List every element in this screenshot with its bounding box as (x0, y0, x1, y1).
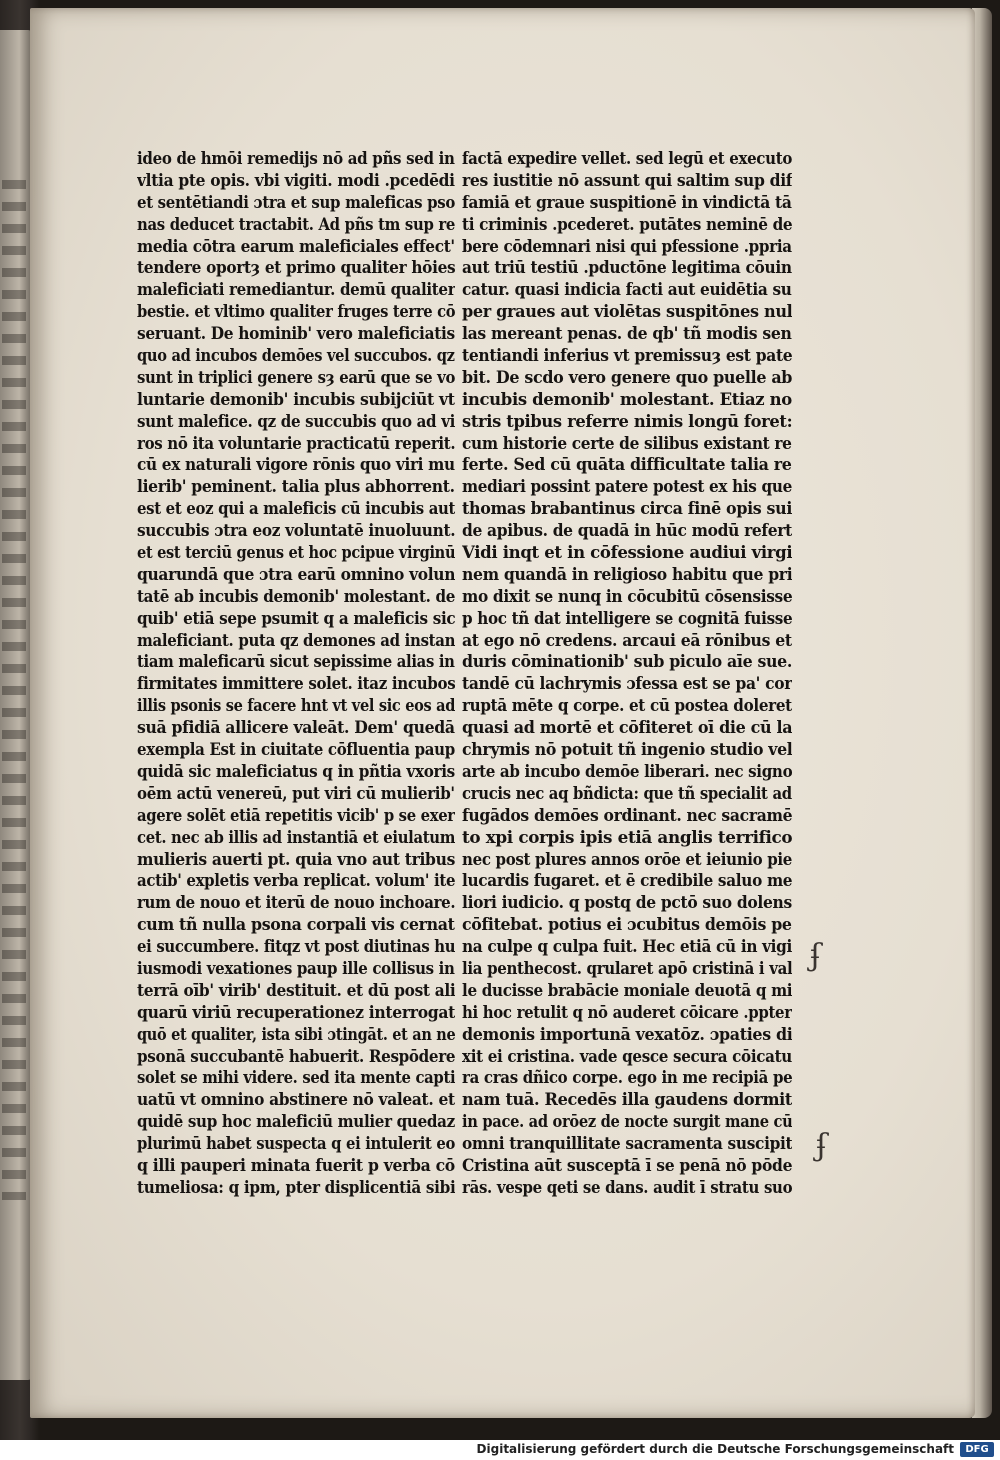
text-line: catur. quasi indicia facti aut euidētia su (462, 280, 792, 300)
text-line: vltia pte opis. vbi vigiti. modi .pcedēdi (137, 170, 455, 190)
text-line: ferte. Sed cū quāta difficultate talia re (462, 455, 792, 475)
text-line: mulieris auerti pt. quia vno aut tribus (137, 849, 455, 869)
text-line: quarundā que ɔtra earū omnino volun (137, 564, 455, 584)
text-line: psonā succubantē habuerit. Respōdere (137, 1046, 455, 1066)
text-line: nam tuā. Recedēs illa gaudens dormit (462, 1090, 792, 1110)
text-line: per graues aut violētas suspitōnes nul (462, 302, 792, 322)
text-line: omni tranquillitate sacramenta suscipit (462, 1134, 792, 1154)
text-line: rās. vespe qeti se dans. audit ī stratu suo (462, 1177, 792, 1197)
text-line: incubis demonib' molestant. Etiaz no (462, 389, 792, 409)
text-line: maleficiant. puta qz demones ad instan (137, 630, 455, 650)
text-line: quidā sic maleficiatus q in pñtia vxoris (137, 761, 455, 781)
text-line: res iustitie nō assunt qui saltim sup dif (462, 170, 792, 190)
text-line: arte ab incubo demōe liberari. nec signo (462, 761, 792, 781)
text-line: stris tpibus referre nimis longū foret: (462, 411, 792, 431)
text-line: bit. De scdo vero genere quo puelle ab (462, 367, 792, 387)
text-line: firmitates immittere solet. itaz incubos (137, 674, 455, 694)
text-line: famiā et graue suspitionē in vindictā tā (462, 192, 792, 212)
text-line: factā expedire vellet. sed legū et executo (462, 149, 792, 168)
text-line: quidē sup hoc maleficiū mulier quedaz (137, 1112, 455, 1132)
previous-page-edge (0, 30, 32, 1380)
left-text-column (137, 148, 500, 1199)
text-line: mediari possint patere potest ex his que (462, 477, 792, 497)
text-line: thomas brabantinus circa finē opis sui (462, 499, 792, 519)
footer-credit-text: Digitalisierung gefördert durch die Deutsche Forschungsgemeinschaft (476, 1442, 954, 1456)
text-line: q illi pauperi minata fuerit p verba cō (137, 1155, 455, 1175)
text-line: tentiandi inferius vt premissuȝ est pate (462, 346, 792, 366)
text-line: rum de nouo et iterū de nouo inchoare. (137, 893, 455, 913)
text-line: lucardis fugaret. et ē credibile saluo me (462, 871, 792, 891)
text-line: tandē cū lachrymis ɔfessa est se pa' cor (462, 674, 792, 694)
text-line: quib' etiā sepe psumit q a maleficis sic (137, 608, 455, 628)
text-line: lierib' peminent. talia plus abhorrent. (137, 477, 455, 497)
text-line: et sentētiandi ɔtra et sup maleficas pso (137, 192, 455, 212)
text-line: quasi ad mortē et cōfiteret oī die cū la (462, 718, 792, 738)
text-line: ros nō ita voluntarie practicatū reperit. (137, 433, 455, 453)
text-line: plurimū habet suspecta q ei intulerit eo (137, 1134, 455, 1154)
margin-mark-1: ʄ (810, 938, 822, 973)
text-line: Vidi inqt et in cōfessione audiui virgi (462, 543, 792, 563)
text-line: in pace. ad orōez de nocte surgit mane cū (462, 1112, 792, 1132)
text-line: hi hoc retulit q nō auderet cōicare .ppter (462, 1002, 792, 1022)
text-line: nem quandā in religioso habitu que pri (462, 564, 792, 584)
text-line: et est terciū genus et hoc pcipue virginū (137, 543, 455, 563)
text-line: quarū viriū recuperationez interrogat (137, 1002, 455, 1022)
text-line: na culpe q culpa fuit. Hec etiā cū in vigi (462, 937, 792, 957)
text-line: terrā oīb' virib' destituit. et dū post ali (137, 980, 455, 1000)
previous-page-text-ghost (2, 180, 26, 1200)
text-line: agere solēt etiā repetitis vicib' p se exer (137, 805, 455, 825)
text-line: ruptā mēte q corpe. et cū postea doleret (462, 696, 792, 716)
text-line: mo dixit se nunq in cōcubitū cōsensisse (462, 586, 792, 606)
text-line: to xpi corpis ipis etiā anglis terrifico (462, 827, 792, 847)
text-line: nec post plures annos orōe et ieiunio pie (462, 849, 792, 869)
text-line: lia penthecost. qrularet apō cristinā i val (462, 958, 792, 978)
text-line: p hoc tñ dat intelligere se cognitā fuisse (462, 608, 792, 628)
text-line: cet. nec ab illis ad instantiā et eiulatum (137, 827, 455, 847)
text-line: media cōtra earum maleficiales effect' (137, 236, 455, 256)
text-line: ideo de hmōi remedijs nō ad pñs sed in (137, 149, 455, 168)
text-line: solet se mihi videre. sed ita mente capti (137, 1068, 455, 1088)
text-line: cōfitebat. potius ei ɔcubitus demōis pe (462, 915, 792, 935)
text-line: nas deducet tractabit. Ad pñs tm sup re (137, 214, 455, 234)
text-line: oēm actū venereū, put viri cū mulierib' (137, 783, 455, 803)
text-line: suā pfidiā allicere valeāt. Dem' quedā (137, 718, 455, 738)
text-line: seruant. De hominib' vero maleficiatis (137, 324, 455, 344)
text-line: las mereant penas. de qb' tñ modis sen (462, 324, 792, 344)
text-line: iusmodi vexationes paup ille collisus in (137, 958, 455, 978)
text-line: ei succumbere. fitqz vt post diutinas hu (137, 937, 455, 957)
text-line: ti criminis .pcederet. putātes neminē de (462, 214, 792, 234)
text-line: tiam maleficarū sicut sepissime alias in (137, 652, 455, 672)
right-text-column (462, 148, 834, 1199)
text-line: illis psonis se facere hnt vt vel sic eos ad (137, 696, 455, 716)
text-line: quo ad incubos demōes vel succubos. qz (137, 346, 455, 366)
text-line: actib' expletis verba replicat. volum' ite (137, 871, 455, 891)
text-line: liori iudicio. q postq de pctō suo dolens (462, 893, 792, 913)
text-line: fugādos demōes ordinant. nec sacramē (462, 805, 792, 825)
text-line: succubis ɔtra eoz voluntatē inuoluunt. (137, 521, 455, 541)
margin-mark-2: ʄ (816, 1128, 828, 1163)
text-line: tatē ab incubis demonib' molestant. de (137, 586, 455, 606)
text-line: cū ex naturali vigore rōnis quo viri mu (137, 455, 455, 475)
text-line: sunt malefice. qz de succubis quo ad vi (137, 411, 455, 431)
text-line: quō et qualiter, ista sibi ɔtingāt. et an ne (137, 1024, 455, 1044)
manuscript-page (30, 8, 975, 1418)
text-line: luntarie demonib' incubis subijciūt vt (137, 389, 455, 409)
text-line: ra cras dñico corpe. ego in me recipiā pe (462, 1068, 792, 1088)
text-line: demonis importunā vexatōz. ɔpaties di (462, 1024, 792, 1044)
text-line: aut triū testiū .pductōne legitima cōuin (462, 258, 792, 278)
dfg-logo: DFG (960, 1442, 994, 1457)
text-line: cum tñ nulla psona corpali vis cernat (137, 915, 455, 935)
text-line: duris cōminationib' sub piculo aīe sue. (462, 652, 792, 672)
text-line: exempla Est in ciuitate cōfluentia paup (137, 740, 455, 760)
text-line: xit ei cristina. vade qesce secura cōicatu (462, 1046, 792, 1066)
text-line: cum historie certe de silibus existant re (462, 433, 792, 453)
text-line: sunt in triplici genere sȝ earū que se vo (137, 367, 455, 387)
text-line: est et eoz qui a maleficis cū incubis aut (137, 499, 455, 519)
page-right-edge (972, 8, 992, 1418)
text-line: at ego nō credens. arcaui eā rōnibus et (462, 630, 792, 650)
text-line: crucis nec aq bñdicta: que tñ specialit ad (462, 783, 792, 803)
text-line: de apibus. de quadā in hūc modū refert (462, 521, 792, 541)
text-line: uatū vt omnino abstinere nō valeat. et (137, 1090, 455, 1110)
text-line: chrymis nō potuit tñ ingenio studio vel (462, 740, 792, 760)
text-line: maleficiati remediantur. demū qualiter (137, 280, 455, 300)
text-line: le ducisse brabācie moniale deuotā q mi (462, 980, 792, 1000)
text-line: bestie. et vltimo qualiter fruges terre cō (137, 302, 455, 322)
text-line: tendere oportȝ et primo qualiter hōies (137, 258, 455, 278)
text-line: Cristina aūt susceptā ī se penā nō pōde (462, 1155, 792, 1175)
text-line: tumeliosa: q ipm, pter displicentiā sibi (137, 1177, 455, 1197)
text-line: bere cōdemnari nisi qui pfessione .ppria (462, 236, 792, 256)
